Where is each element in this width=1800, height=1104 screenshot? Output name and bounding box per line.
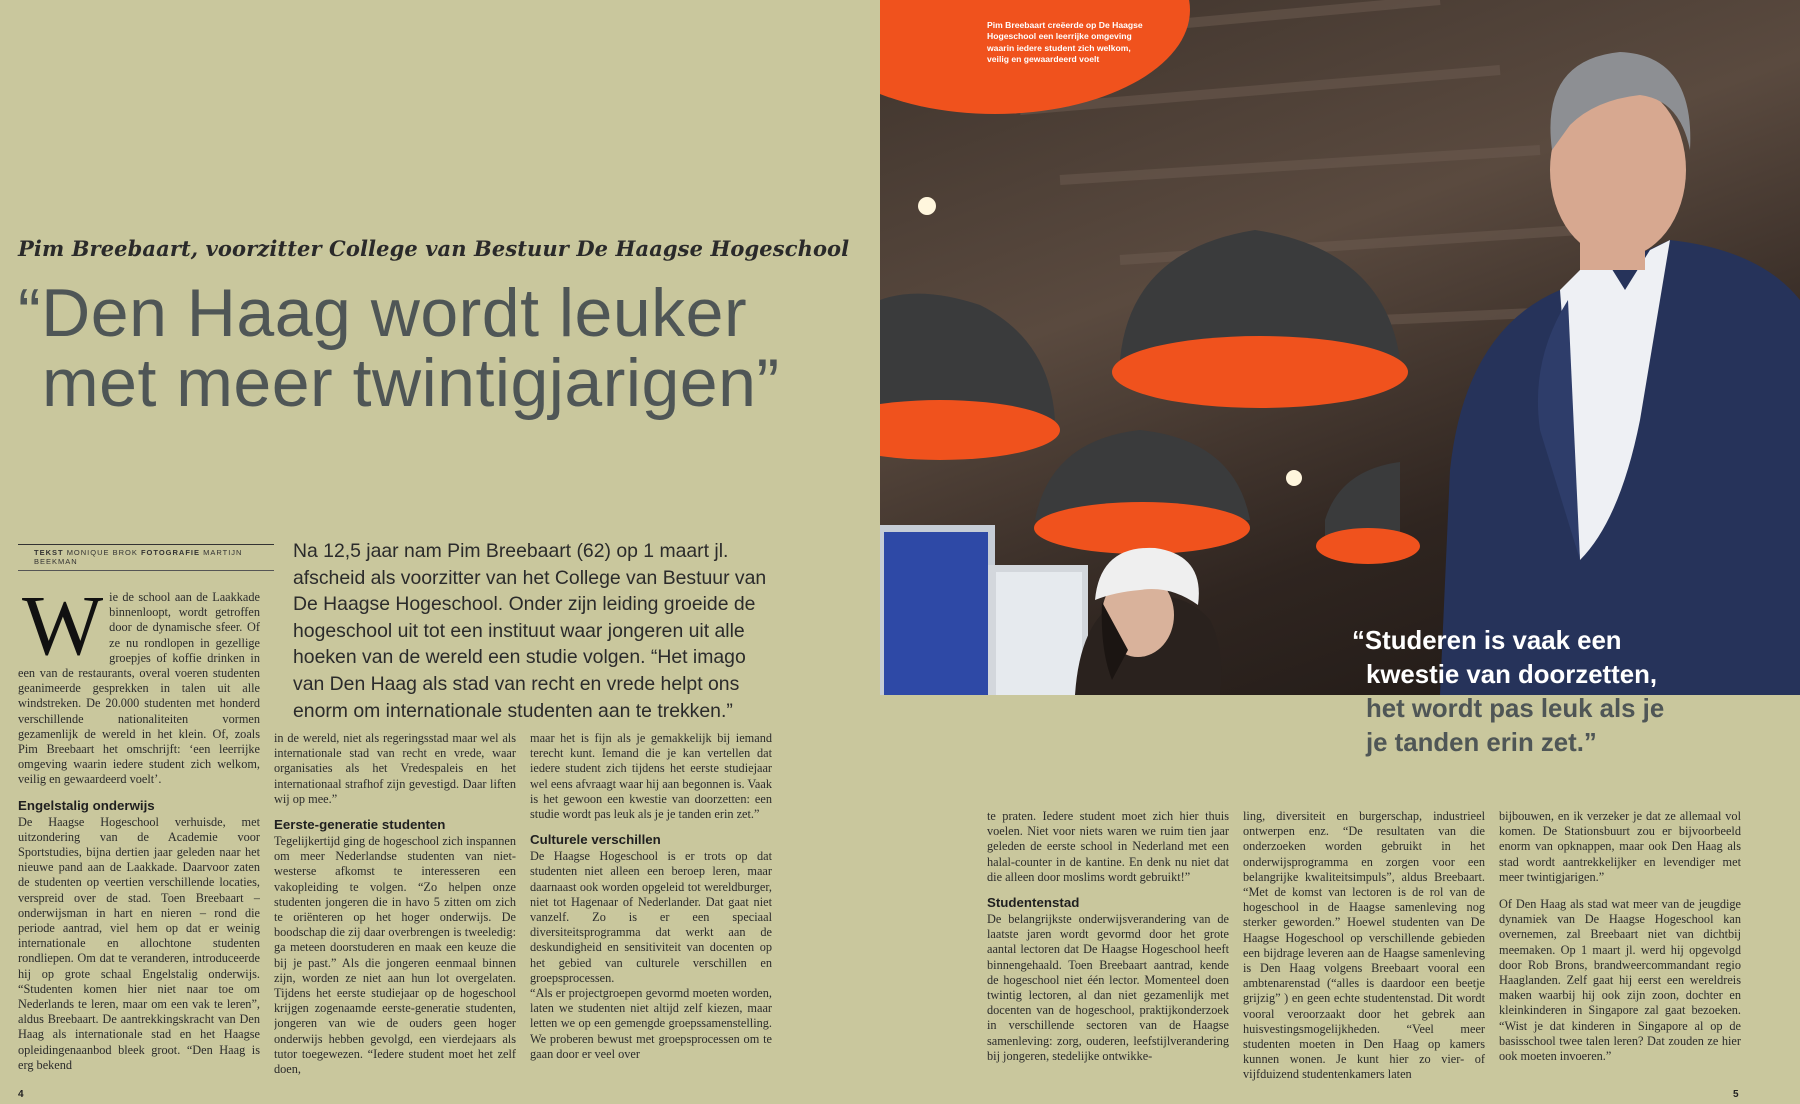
paragraph: De Haagse Hogeschool is er trots op dat studenten niet alleen een beroep leren, maar daarnaast ook worden opgeleid tot wereldburger, niet tot Hagenaar of Nederlander. Dat gaat niet vanzelf. Zo is er een speciaal diversiteitsprogramma dat werkt aan de deskundigheid en sensitiviteit van docenten op het gebied van culturele verschillen en groepsprocessen. [530, 849, 772, 985]
page-number-left: 4 [18, 1089, 24, 1100]
photo-caption: Pim Breebaart creëerde op De Haagse Hogeschool een leerrijke omgeving waarin iedere student zich welkom, veilig en gewaardeerd voelt [987, 20, 1143, 65]
drop-cap: W [22, 590, 104, 673]
paragraph: Of Den Haag als stad wat meer van de jeugdige dynamiek van De Haagse Hogeschool kan overnemen, zal Breebaart niet van dichtbij meemaken. Op 1 maart jl. werd hij opgevolgd door Rob Brons, brandweercommandant regio Haaglanden. Zelf gaat hij eerst een wereldreis maken waarbij hij ook zijn zoon, dochter en kleinkinderen in Singapore zal gaat bezoeken. “Wist je dat kinderen in Singapore al op de basisschool twee talen leren? Dat zouden ze hier ook moeten invoeren.” [1499, 897, 1741, 1064]
page-number-right: 5 [1733, 1089, 1739, 1100]
article-lead: Na 12,5 jaar nam Pim Breebaart (62) op 1 maart jl. afscheid als voorzitter van het College van Bestuur van De Haagse Hogeschool. Onder zijn leiding groeide de hogeschool uit tot een instituut waar jongeren uit alle hoeken van de wereld een studie volgen. “Het imago van Den Haag als stad van recht en vrede helpt ons enorm om internationale studenten aan te trekken.” [293, 540, 767, 722]
student-figure [1075, 548, 1221, 695]
credit-photo-author: MARTIJN BEEKMAN [34, 548, 243, 566]
paragraph: te praten. Iedere student moet zich hier thuis voelen. Niet voor niets waren we ruim tien jaar geleden de eerste school in Nederland met een halal-counter in de kantine. En denk nu niet dat die alleen door moslims wordt gebruikt!” [987, 809, 1229, 884]
body-column-3 [530, 731, 772, 1083]
pull-quote [1352, 624, 1752, 760]
paragraph: maar het is fijn als je gemakkelijk bij iemand terecht kunt. Iemand die je kan vertellen dat iedere student zich tijdens het eerste studiejaar wel eens afvraagt waar hij aan begonnen is. Vaak is het gewoon een kwestie van doorzetten: een studie wordt pas leuk als je je tanden erin zet.” [530, 731, 772, 822]
paragraph: “Als er projectgroepen gevormd moeten worden, laten we studenten niet altijd zelf kiezen, maar letten we op een gemengde groepssamenstelling. We proberen bewust met groepsprocessen om te gaan door er veel over [530, 986, 772, 1061]
portrait-photo [880, 0, 1800, 695]
article-subtitle: Pim Breebaart, voorzitter College van Bestuur De Haagse Hogeschool [18, 236, 850, 261]
body-column-2 [274, 731, 516, 1083]
paragraph: bijbouwen, en ik verzeker je dat ze allemaal vol komen. De Stationsbuurt zou er bijvoorbeeld enorm van opknappen, maar ook Den Haag als stad wordt aantrekkelijker en levendiger met meer twintigjarigen.” [1499, 809, 1741, 884]
paragraph: in de wereld, niet als regeringsstad maar wel als internationale stad van recht en vrede, waar organisaties als het Vredespaleis en het internationaal strafhof zijn gevestigd. Daar liften wij op mee.” [274, 731, 516, 806]
credit-photo-label: FOTOGRAFIE [140, 548, 200, 557]
section-heading-culturele: Culturele verschillen [530, 832, 661, 848]
paragraph: De Haagse Hogeschool verhuisde, met uitzondering van de Academie voor Sportstudies, bijna dertien jaar geleden naar het nieuwe pand aan de Laakkade. Daarvoor zaten de studenten op veertien verschillende locaties, verspreid over de stad. Toen Breebaart – onderwijsman in hart en nieren – rond die periode aantrad, viel hem op dat er weinig internationale en allochtone studenten rondliepen. Om dat te veranderen, introduceerde hij op grote schaal Engelstalig onderwijs. “Studenten komen hier niet naar toe om Nederlands te leren, maar om een vak te leren”, aldus Breebaart. De aantrekkingskracht van Den Haag als internationale stad en het Haagse opleidingenaanbod bleek groot. “Den Haag is erg bekend [18, 814, 260, 1072]
pull-quote-line: je tanden erin zet.” [1366, 729, 1597, 757]
body-column-4 [987, 809, 1229, 1083]
ceiling-spotlight [1286, 470, 1302, 486]
pull-quote-line: het wordt pas leuk als je [1366, 695, 1665, 723]
paragraph: Tegelijkertijd ging de hogeschool zich inspannen om meer Nederlandse studenten van niet-westerse afkomst te interesseren een vakopleiding te volgen. “Zo helpen onze studenten jongeren die in havo 5 zitten om zich te oriënteren op het hoger onderwijs. De boodschap die zij daar overbrengen is tweeledig: ga meteen doorstuderen en maak een keuze die bij je past.” Als die jongeren eenmaal binnen zijn, worden ze niet aan hun lot overgelaten. Tijdens het eerste studiejaar op de hogeschool krijgen zogenaamde eerste-generatie studenten, jongeren van wie de ouders geen hoger onderwijs hebben gevolgd, een vierdejaars als tutor toegewezen. “Iedere student moet het zelf doen, [274, 834, 516, 1077]
headline-line-2: met meer twintigjarigen” [42, 345, 780, 421]
paragraph: De belangrijkste onderwijsverandering van de laatste jaren wordt gevormd door het grote aantal lectoren dat De Haagse Hogeschool heeft binnengehaald. Toen Breebaart aantrad, kende de hogeschool niet één lector. Momenteel doen twintig lectoren, al dan niet gezamenlijk met docenten van de hogeschool, praktijkonderzoek in verschillende sectoren van de Haagse samenleving: zorg, ouderen, leefstijlverandering bij jongeren, stedelijke ontwikke- [987, 912, 1229, 1063]
ceiling-spotlight [918, 197, 936, 215]
section-heading-studentenstad: Studentenstad [987, 895, 1080, 911]
credit-text-author: MONIQUE BROK [66, 548, 138, 557]
body-column-6 [1499, 809, 1741, 1083]
body-column-5 [1243, 809, 1485, 1083]
article-headline [18, 275, 818, 421]
paragraph: ie de school aan de Laakkade binnenloopt, wordt getroffen door de dynamische sfeer. Of ze nu rondlopen in gezellige groepjes of koffie drinken in een van de restaurants, overal voeren studenten geanimeerde gesprekken in talen uit alle windstreken. De 20.000 studenten met honderd verschillende nationaliteiten vormen gezamenlijk de wereld in het klein. Of, zoals Pim Breebaart het omschrijft: ‘een leerrijke omgeving waarin iedere student zich welkom, veilig en gewaardeerd voelt’. [18, 590, 260, 787]
section-heading-eerste-generatie: Eerste-generatie studenten [274, 817, 446, 833]
credit-text-label: TEKST [34, 548, 64, 557]
photo-illustration [880, 0, 1800, 695]
body-column-1 [18, 590, 260, 1082]
section-heading-engelstalig: Engelstalig onderwijs [18, 797, 155, 813]
pull-quote-line: “Studeren is vaak een [1352, 627, 1622, 655]
article-credits [18, 544, 274, 571]
pull-quote-line: kwestie van doorzetten, [1366, 661, 1658, 689]
headline-line-1: “Den Haag wordt leuker [18, 275, 748, 351]
paragraph: ling, diversiteit en burgerschap, industrieel ontwerpen enz. “De resultaten van die onderzoeken worden gebruikt in het onderwijsprogramma en zorgen voor een belangrijke kwaliteitsimpuls”, aldus Breebaart. “Met de komst van lectoren is de rol van de hogeschool in de Haagse samenleving nog sterker geworden.” Hoewel studenten van De Haagse Hogeschool op verschillende gebieden een bijdrage leveren aan de Haagse samenleving is Den Haag volgens Breebaart vooral een ambtenarenstad (“alles is daardoor een beetje grijzig” ) en geen echte studentenstad. Dit wordt vooral veroorzaakt door het gebrek aan huisvestingsmogelijkheden. “Veel meer studenten moeten in Den Haag op kamers kunnen wonen. Je kunt hier zo vier- of vijfduizend studentenkamers laten [1243, 809, 1485, 1082]
